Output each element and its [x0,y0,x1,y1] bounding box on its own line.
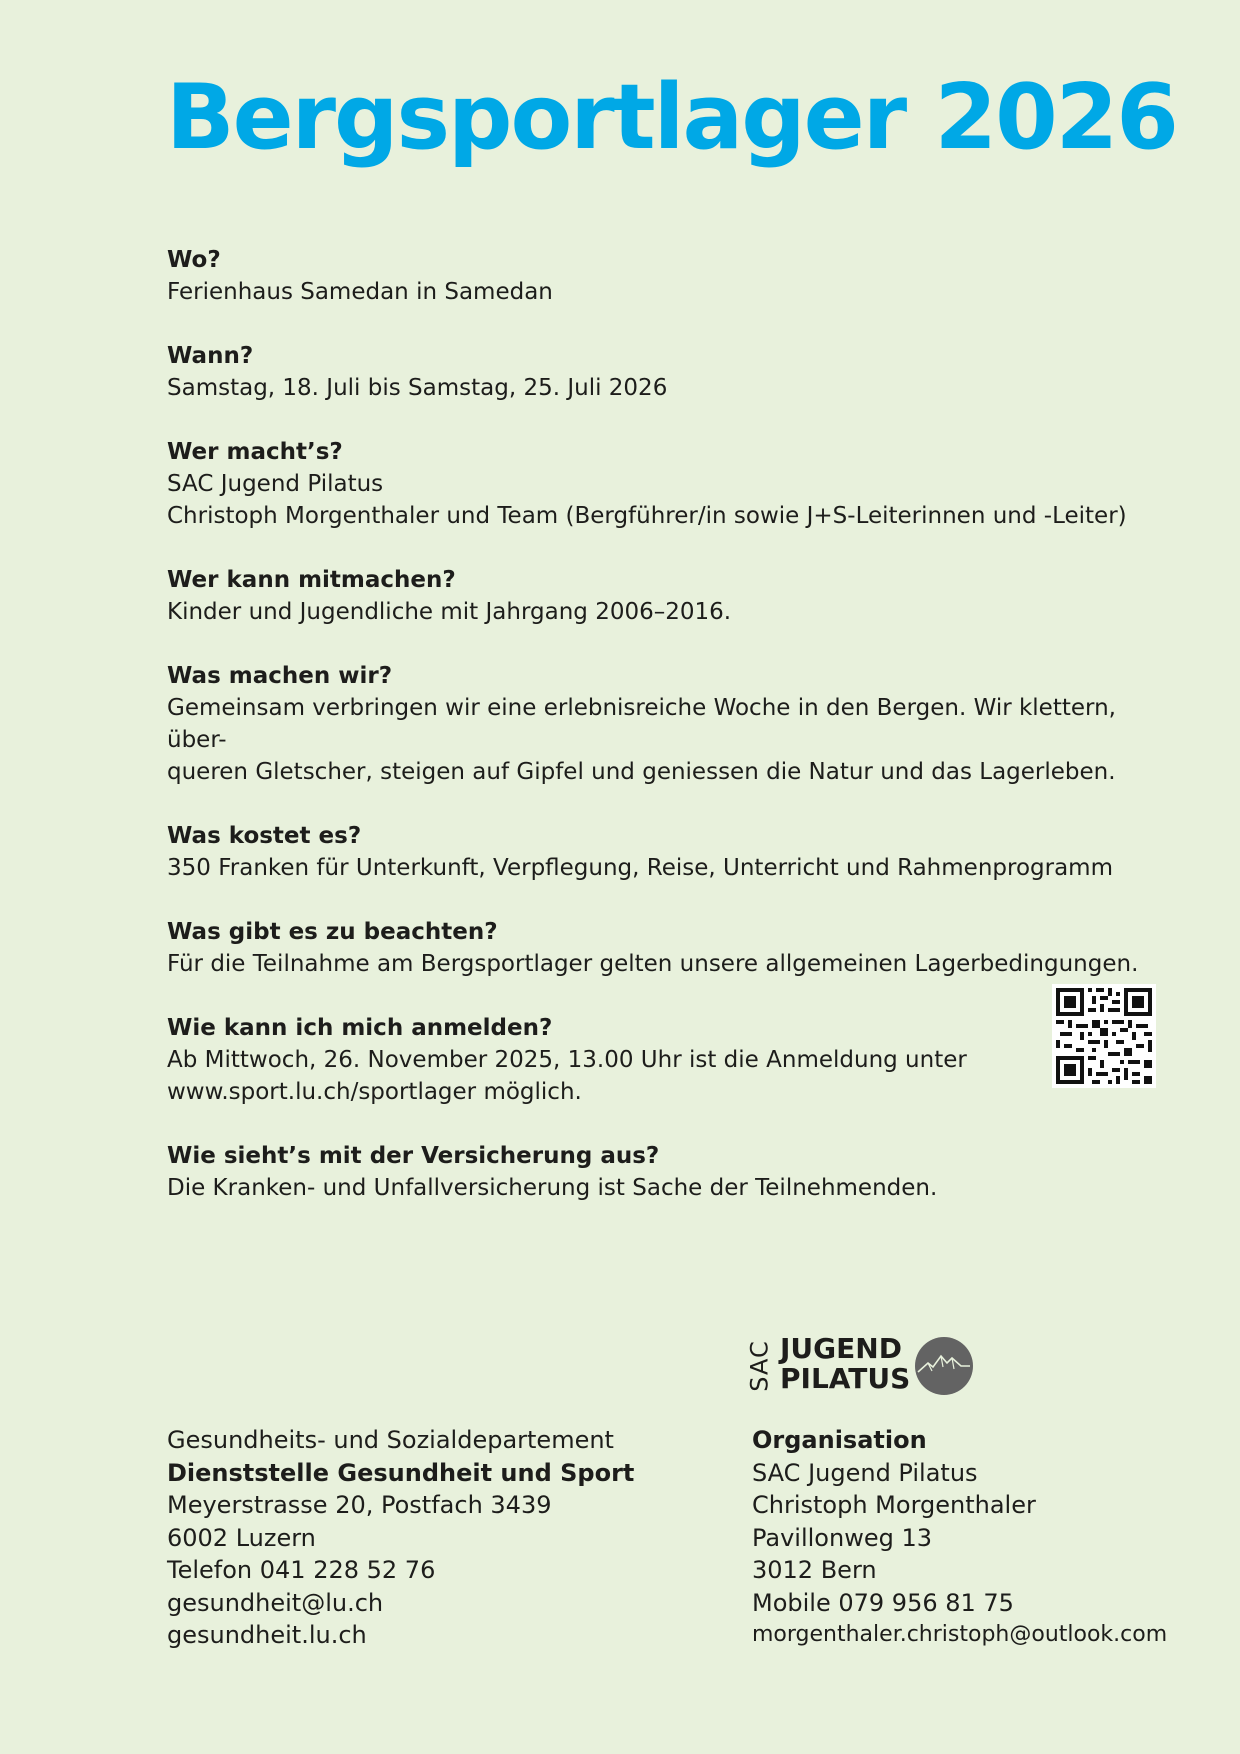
answer-line: Für die Teilnahme am Bergsportlager gelten unsere allgemeinen Lagerbedingungen. [167,951,1139,977]
department-name: Gesundheits- und Sozialdepartement [167,1426,614,1454]
contact-person: Christoph Morgenthaler [752,1491,1036,1519]
logo-wordmark: JUGEND PILATUS [780,1332,911,1395]
address-line: Meyerstrasse 20, Postfach 3439 [167,1491,552,1519]
sac-jugend-pilatus-logo [745,1332,988,1398]
registration-link[interactable]: www.sport.lu.ch/sportlager möglich. [167,1079,582,1105]
question: Wie sieht’s mit der Versicherung aus? [167,1143,660,1169]
question: Wer kann mitmachen? [167,567,456,593]
organisation-name: SAC Jugend Pilatus [752,1458,978,1487]
organisation-contact [752,1424,1167,1652]
answer-line: Ab Mittwoch, 26. November 2025, 13.00 Uhr ist die Anmeldung unter [167,1047,967,1073]
website-link[interactable]: gesundheit.lu.ch [167,1621,367,1649]
department-contact [167,1424,634,1652]
logo-sac-text: SAC [745,1340,774,1392]
answer-line: Christoph Morgenthaler und Team (Bergführer/in sowie J+S-Leiterinnen und -Leiter) [167,503,1127,529]
mobile: Mobile 079 956 81 75 [752,1588,1014,1617]
answer-line: Ferienhaus Samedan in Samedan [167,279,553,305]
page-title: Bergsportlager 2026 [166,65,1177,170]
phone: Telefon 041 228 52 76 [167,1556,436,1584]
office-name: Dienststelle Gesundheit und Sport [167,1458,635,1487]
section-notes [167,916,1147,980]
question: Was machen wir? [167,663,393,689]
section-where [167,244,1147,308]
answer-line: 350 Franken für Unterkunft, Verpflegung, Reise, Unterricht und Rahmenprogramm [167,855,1113,881]
email-link[interactable]: morgenthaler.christoph@outlook.com [752,1622,1168,1647]
info-sections [167,244,1147,1236]
question: Wie kann ich mich anmelden? [167,1015,553,1041]
qr-code-icon[interactable] [1052,984,1156,1088]
email-link[interactable]: gesundheit@lu.ch [167,1588,384,1617]
section-registration [167,1012,1147,1108]
section-cost [167,820,1147,884]
organisation-heading: Organisation [752,1426,927,1454]
section-what-we-do [167,660,1147,788]
answer-line: SAC Jugend Pilatus [167,471,384,497]
answer-line: queren Gletscher, steigen auf Gipfel und geniessen die Natur und das Lagerleben. [167,759,1116,785]
answer-line: Kinder und Jugendliche mit Jahrgang 2006–2016. [167,599,732,625]
question: Wo? [167,247,221,273]
question: Was gibt es zu beachten? [167,919,498,945]
address-line: 3012 Bern [752,1556,877,1584]
question: Was kostet es? [167,823,362,849]
question: Wann? [167,343,254,369]
section-when [167,340,1147,404]
answer-line: Samstag, 18. Juli bis Samstag, 25. Juli 2026 [167,375,668,401]
answer-line: Die Kranken- und Unfallversicherung ist Sache der Teilnehmenden. [167,1175,938,1201]
section-who-organizes [167,436,1147,532]
section-who-can-join [167,564,1147,628]
question: Wer macht’s? [167,439,343,465]
address-line: 6002 Luzern [167,1523,316,1552]
mountain-icon [914,1336,974,1396]
address-line: Pavillonweg 13 [752,1523,932,1552]
section-insurance [167,1140,1147,1204]
answer-line: Gemeinsam verbringen wir eine erlebnisreiche Woche in den Bergen. Wir klettern, über- [167,695,1116,753]
